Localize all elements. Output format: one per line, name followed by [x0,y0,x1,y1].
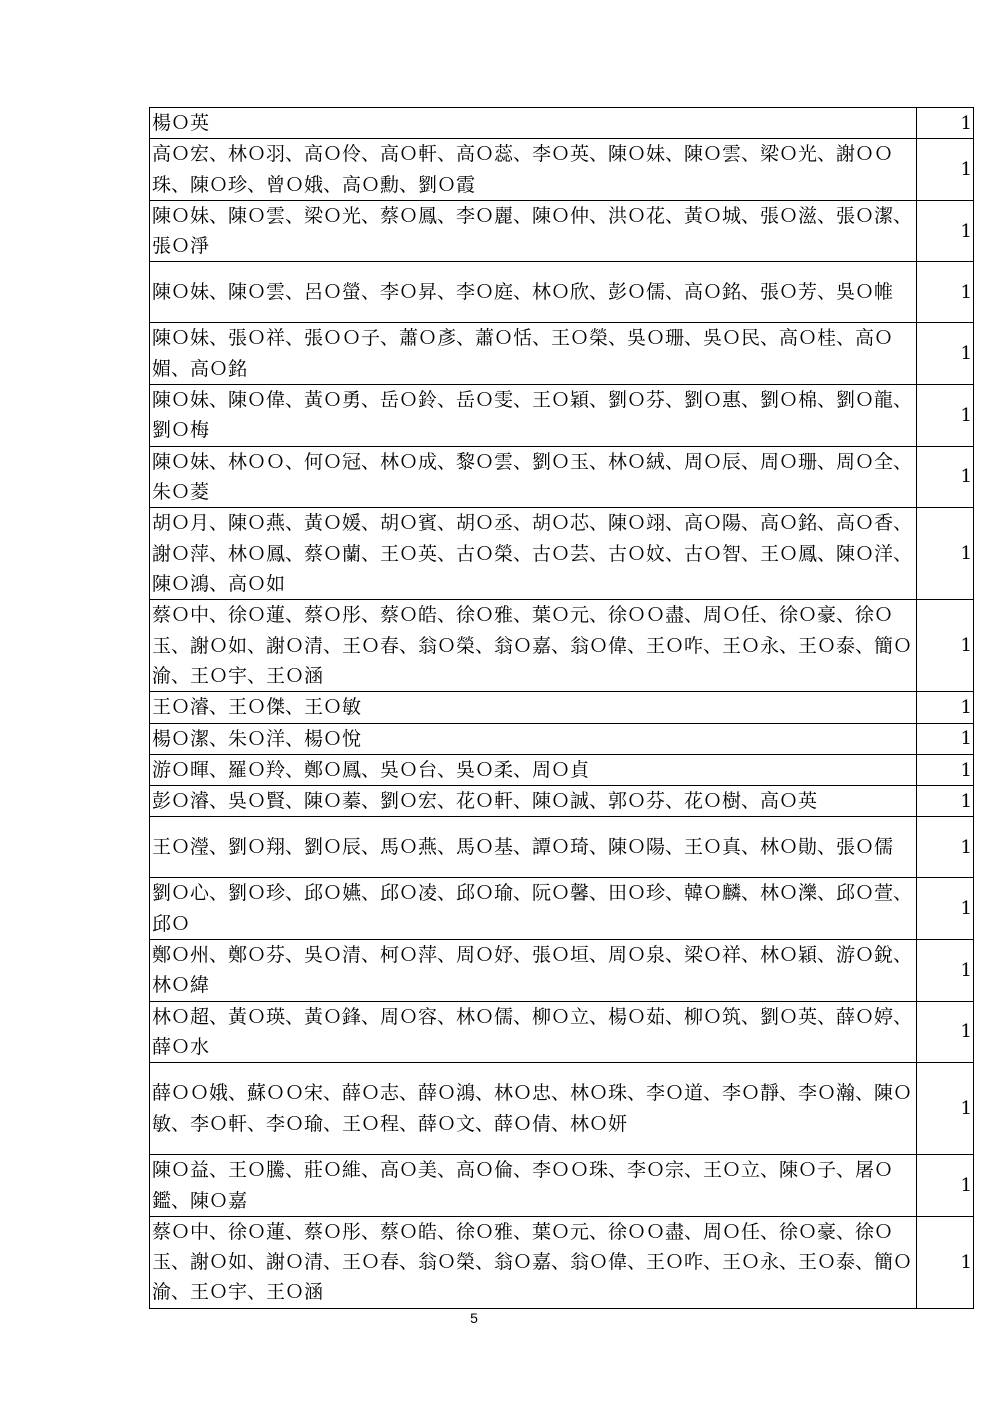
count-cell: 1 [917,139,974,201]
count-cell: 1 [917,878,974,940]
names-cell: 陳Ｏ妹、陳Ｏ偉、黃Ｏ勇、岳Ｏ鈴、岳Ｏ雯、王Ｏ穎、劉Ｏ芬、劉Ｏ惠、劉Ｏ棉、劉Ｏ龍、劉Ｏ梅 [150,385,917,447]
count-cell: 1 [917,754,974,785]
table-row [150,754,974,785]
table-row [150,446,974,508]
table-row [150,508,974,600]
table-row [150,723,974,754]
table-row [150,200,974,262]
names-table [149,107,974,1309]
table-row [150,1001,974,1063]
names-cell: 胡Ｏ月、陳Ｏ燕、黃Ｏ媛、胡Ｏ賓、胡Ｏ丞、胡Ｏ芯、陳Ｏ翊、高Ｏ陽、高Ｏ銘、高Ｏ香、謝Ｏ萍、林Ｏ鳳、蔡Ｏ蘭、王Ｏ英、古Ｏ榮、古Ｏ芸、古Ｏ妏、古Ｏ智、王Ｏ鳳、陳Ｏ洋、陳Ｏ鴻、高Ｏ如 [150,508,917,600]
table-row [150,1216,974,1308]
names-cell: 薛ＯＯ娥、蘇ＯＯ宋、薛Ｏ志、薛Ｏ鴻、林Ｏ忠、林Ｏ珠、李Ｏ道、李Ｏ靜、李Ｏ瀚、陳Ｏ敏、李Ｏ軒、李Ｏ瑜、王Ｏ程、薛Ｏ文、薛Ｏ倩、林Ｏ妍 [150,1063,917,1155]
table-row [150,139,974,201]
page-number: 5 [470,1310,478,1326]
names-table-body [150,108,974,1309]
names-cell: 鄭Ｏ州、鄭Ｏ芬、吳Ｏ清、柯Ｏ萍、周Ｏ妤、張Ｏ垣、周Ｏ泉、梁Ｏ祥、林Ｏ穎、游Ｏ銳、林Ｏ緯 [150,940,917,1002]
names-cell: 林Ｏ超、黃Ｏ瑛、黃Ｏ鋒、周Ｏ容、林Ｏ儒、柳Ｏ立、楊Ｏ茹、柳Ｏ筑、劉Ｏ英、薛Ｏ婷、薛Ｏ水 [150,1001,917,1063]
names-cell: 陳Ｏ妹、張Ｏ祥、張ＯＯ子、蕭Ｏ彥、蕭Ｏ恬、王Ｏ榮、吳Ｏ珊、吳Ｏ民、高Ｏ桂、高Ｏ媚、高Ｏ銘 [150,323,917,385]
count-cell: 1 [917,108,974,139]
names-cell: 游Ｏ暉、羅Ｏ羚、鄭Ｏ鳳、吳Ｏ台、吳Ｏ柔、周Ｏ貞 [150,754,917,785]
names-cell: 高Ｏ宏、林Ｏ羽、高Ｏ伶、高Ｏ軒、高Ｏ蕊、李Ｏ英、陳Ｏ妹、陳Ｏ雲、梁Ｏ光、謝ＯＯ珠、陳Ｏ珍、曾Ｏ娥、高Ｏ勳、劉Ｏ霞 [150,139,917,201]
count-cell: 1 [917,1155,974,1217]
count-cell: 1 [917,446,974,508]
names-cell: 陳Ｏ妹、林ＯＯ、何Ｏ冠、林Ｏ成、黎Ｏ雲、劉Ｏ玉、林Ｏ絨、周Ｏ辰、周Ｏ珊、周Ｏ全、朱Ｏ菱 [150,446,917,508]
table-row [150,817,974,878]
count-cell: 1 [917,508,974,600]
names-cell: 蔡Ｏ中、徐Ｏ蓮、蔡Ｏ彤、蔡Ｏ皓、徐Ｏ雅、葉Ｏ元、徐ＯＯ盡、周Ｏ任、徐Ｏ豪、徐Ｏ玉、謝Ｏ如、謝Ｏ清、王Ｏ春、翁Ｏ榮、翁Ｏ嘉、翁Ｏ偉、王Ｏ咋、王Ｏ永、王Ｏ泰、簡Ｏ渝、王Ｏ宇、王Ｏ涵 [150,1216,917,1308]
table-row [150,323,974,385]
count-cell: 1 [917,692,974,723]
names-cell: 陳Ｏ妹、陳Ｏ雲、梁Ｏ光、蔡Ｏ鳳、李Ｏ麗、陳Ｏ仲、洪Ｏ花、黃Ｏ城、張Ｏ滋、張Ｏ潔、張Ｏ淨 [150,200,917,262]
table-row [150,385,974,447]
count-cell: 1 [917,817,974,878]
names-cell: 陳Ｏ益、王Ｏ騰、莊Ｏ維、高Ｏ美、高Ｏ倫、李ＯＯ珠、李Ｏ宗、王Ｏ立、陳Ｏ子、屠Ｏ鑑、陳Ｏ嘉 [150,1155,917,1217]
names-cell: 王Ｏ濬、王Ｏ傑、王Ｏ敏 [150,692,917,723]
table-row [150,786,974,817]
table-row [150,878,974,940]
names-cell: 彭Ｏ濬、吳Ｏ賢、陳Ｏ蓁、劉Ｏ宏、花Ｏ軒、陳Ｏ誠、郭Ｏ芬、花Ｏ樹、高Ｏ英 [150,786,917,817]
names-cell: 陳Ｏ妹、陳Ｏ雲、呂Ｏ螢、李Ｏ昇、李Ｏ庭、林Ｏ欣、彭Ｏ儒、高Ｏ銘、張Ｏ芳、吳Ｏ帷 [150,262,917,323]
table-row [150,1063,974,1155]
names-cell: 蔡Ｏ中、徐Ｏ蓮、蔡Ｏ彤、蔡Ｏ皓、徐Ｏ雅、葉Ｏ元、徐ＯＯ盡、周Ｏ任、徐Ｏ豪、徐Ｏ玉、謝Ｏ如、謝Ｏ清、王Ｏ春、翁Ｏ榮、翁Ｏ嘉、翁Ｏ偉、王Ｏ咋、王Ｏ永、王Ｏ泰、簡Ｏ渝、王Ｏ宇、王Ｏ涵 [150,600,917,692]
count-cell: 1 [917,940,974,1002]
count-cell: 1 [917,200,974,262]
names-cell: 劉Ｏ心、劉Ｏ珍、邱Ｏ嬿、邱Ｏ凌、邱Ｏ瑜、阮Ｏ馨、田Ｏ珍、韓Ｏ麟、林Ｏ濼、邱Ｏ萱、邱Ｏ [150,878,917,940]
table-row [150,940,974,1002]
count-cell: 1 [917,600,974,692]
table-row [150,1155,974,1217]
table-row [150,600,974,692]
count-cell: 1 [917,723,974,754]
count-cell: 1 [917,1063,974,1155]
names-cell: 王Ｏ瀅、劉Ｏ翔、劉Ｏ辰、馬Ｏ燕、馬Ｏ基、譚Ｏ琦、陳Ｏ陽、王Ｏ真、林Ｏ勛、張Ｏ儒 [150,817,917,878]
count-cell: 1 [917,1216,974,1308]
table-row [150,692,974,723]
names-cell: 楊Ｏ英 [150,108,917,139]
names-cell: 楊Ｏ潔、朱Ｏ洋、楊Ｏ悅 [150,723,917,754]
count-cell: 1 [917,323,974,385]
count-cell: 1 [917,1001,974,1063]
count-cell: 1 [917,786,974,817]
count-cell: 1 [917,385,974,447]
table-row [150,108,974,139]
table-row [150,262,974,323]
count-cell: 1 [917,262,974,323]
